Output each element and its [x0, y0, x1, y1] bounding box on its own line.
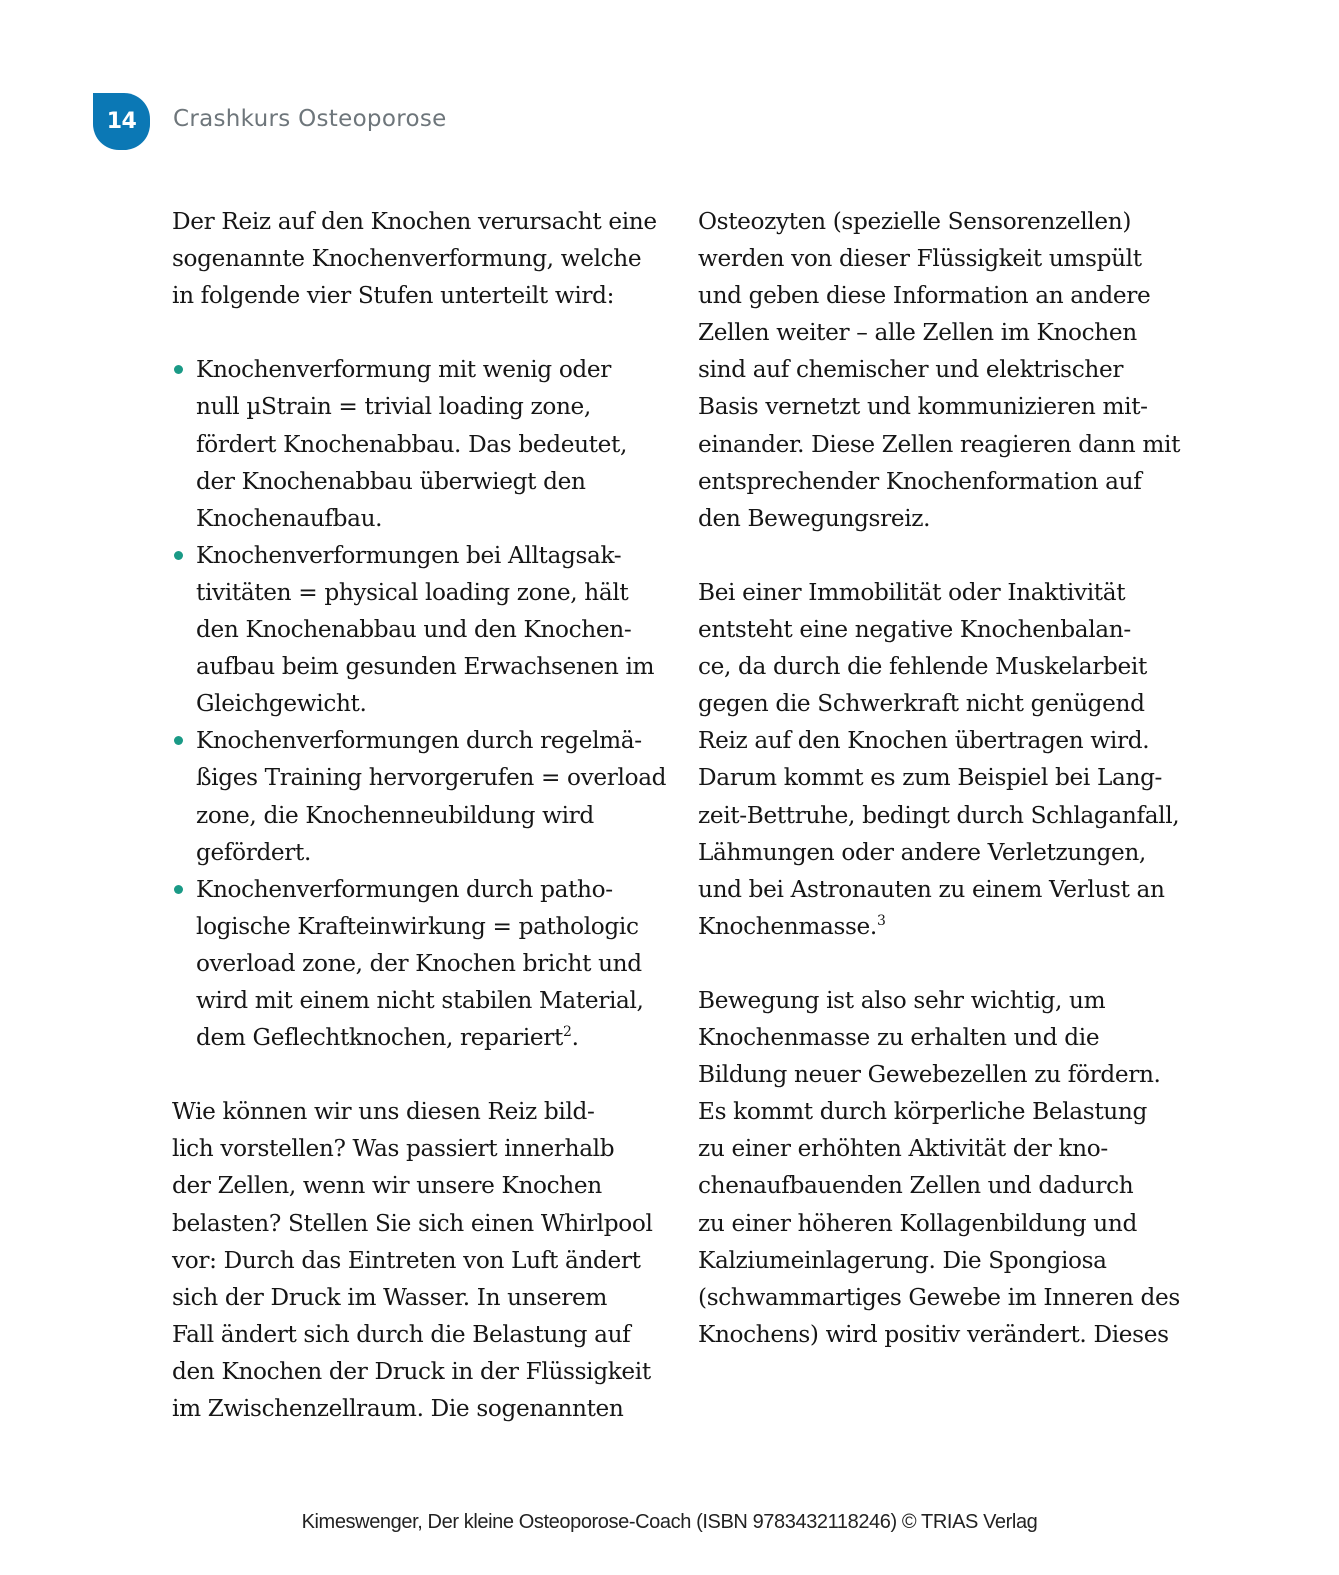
text-line: Lähmungen oder andere Verletzungen,	[698, 838, 1146, 866]
list-item-overload-zone	[172, 722, 667, 870]
text-line: Osteozyten (spezielle Sensorenzellen)	[698, 208, 1132, 235]
text-line: (schwammartiges Gewebe im Inneren des	[698, 1283, 1180, 1311]
text-line: Basis vernetzt und kommunizieren mit-	[698, 393, 1148, 421]
text-line: Knochenverformungen bei Alltagsak-	[196, 541, 622, 569]
list-item-trivial-loading-zone	[172, 351, 652, 536]
text-line: der Knochenabbau überwiegt den	[196, 467, 586, 495]
left-column	[172, 203, 667, 1427]
text-line: ce, da durch die fehlende Muskelarbeit	[698, 653, 1147, 681]
text-line: Knochenverformungen durch patho-	[196, 875, 613, 903]
text-line: sogenannte Knochenverformung, welche	[172, 245, 642, 273]
osteocytes-paragraph	[698, 203, 1181, 537]
text-line: einander. Diese Zellen reagieren dann mit	[698, 430, 1181, 458]
whirlpool-paragraph	[172, 1093, 652, 1427]
text-line: tivitäten = physical loading zone, hält	[196, 578, 629, 606]
text-segment: dem Geflechtknochen, repariert	[196, 1024, 563, 1052]
text-line: Es kommt durch körperliche Belastung	[698, 1098, 1147, 1126]
page-number-badge	[93, 93, 150, 150]
text-line: den Bewegungsreiz.	[698, 504, 931, 532]
text-line: im Zwischenzellraum. Die sogenannten	[172, 1395, 624, 1422]
text-line: und bei Astronauten zu einem Verlust an	[698, 875, 1165, 903]
text-line: zu einer höheren Kollagenbildung und	[698, 1209, 1137, 1237]
bullet-dot-icon	[174, 365, 183, 374]
intro-paragraph	[172, 203, 657, 314]
text-line: zu einer erhöhten Aktivität der kno-	[698, 1135, 1108, 1163]
text-line: gefördert.	[196, 838, 312, 866]
text-line: null µStrain = trivial loading zone,	[196, 393, 591, 421]
text-line: entsteht eine negative Knochenbalan-	[698, 616, 1131, 644]
text-segment: Knochenmasse.	[698, 912, 877, 940]
text-line: chenaufbauenden Zellen und dadurch	[698, 1172, 1134, 1200]
text-line: werden von dieser Flüssigkeit umspült	[698, 245, 1142, 273]
text-line: Reiz auf den Knochen übertragen wird.	[698, 727, 1150, 755]
text-line: belasten? Stellen Sie sich einen Whirlpool	[172, 1209, 653, 1237]
text-line: Zellen weiter – alle Zellen im Knochen	[698, 319, 1137, 347]
right-column	[698, 203, 1181, 1353]
text-line: sich der Druck im Wasser. In unserem	[172, 1283, 608, 1311]
text-line: fördert Knochenabbau. Das bedeutet,	[196, 430, 627, 458]
text-line: Bewegung ist also sehr wichtig, um	[698, 986, 1106, 1014]
text-line: logische Krafteinwirkung = pathologic	[196, 912, 639, 940]
text-line	[196, 1019, 652, 1056]
text-line: Knochenverformung mit wenig oder	[196, 356, 612, 384]
bullet-dot-icon	[174, 551, 183, 560]
text-line	[698, 908, 1178, 945]
list-item-physical-loading-zone	[172, 537, 655, 722]
text-line: sind auf chemischer und elektrischer	[698, 356, 1124, 384]
running-title: Crashkurs Osteoporose	[173, 106, 447, 132]
text-line: Knochenmasse zu erhalten und die	[698, 1024, 1100, 1052]
text-line: Fall ändert sich durch die Belastung auf	[172, 1320, 631, 1348]
text-line: gegen die Schwerkraft nicht genügend	[698, 690, 1145, 718]
text-line: Knochenaufbau.	[196, 504, 383, 532]
text-line: Gleichgewicht.	[196, 690, 367, 718]
text-line: aufbau beim gesunden Erwachsenen im	[196, 653, 655, 681]
text-line: der Zellen, wenn wir unsere Knochen	[172, 1172, 602, 1200]
text-line: Der Reiz auf den Knochen verursacht eine	[172, 208, 657, 235]
text-line: Knochens) wird positiv verändert. Dieses	[698, 1320, 1169, 1348]
loading-zones-list	[172, 351, 667, 1056]
text-line: den Knochen der Druck in der Flüssigkeit	[172, 1357, 651, 1385]
footnote-reference-3[interactable]: 3	[876, 912, 886, 929]
bullet-dot-icon	[174, 736, 183, 745]
text-line: und geben diese Information an andere	[698, 282, 1151, 310]
text-segment: .	[571, 1024, 579, 1052]
text-line: lich vorstellen? Was passiert innerhalb	[172, 1135, 615, 1163]
text-line: Darum kommt es zum Beispiel bei Lang-	[698, 764, 1163, 792]
text-line: zone, die Knochenneubildung wird	[196, 801, 594, 829]
list-item-pathologic-overload-zone	[172, 871, 652, 1056]
text-line: Wie können wir uns diesen Reiz bild-	[172, 1098, 595, 1126]
movement-paragraph	[698, 982, 1178, 1353]
bullet-dot-icon	[174, 885, 183, 894]
text-line: den Knochenabbau und den Knochen-	[196, 616, 632, 644]
copyright-footer: Kimeswenger, Der kleine Osteoporose-Coach (ISBN 9783432118246) © TRIAS Verlag	[301, 1511, 1038, 1533]
text-line: Knochenverformungen durch regelmä-	[196, 727, 642, 755]
page-number: 14	[106, 109, 137, 134]
text-line: zeit-Bettruhe, bedingt durch Schlaganfall,	[698, 801, 1180, 829]
text-line: Bildung neuer Gewebezellen zu fördern.	[698, 1061, 1161, 1089]
text-line: vor: Durch das Eintreten von Luft ändert	[172, 1246, 641, 1274]
text-line: entsprechender Knochenformation auf	[698, 467, 1142, 495]
text-line: wird mit einem nicht stabilen Material,	[196, 986, 644, 1014]
footnote-reference-2[interactable]: 2	[563, 1024, 572, 1041]
immobility-paragraph	[698, 574, 1178, 945]
text-line: Kalziumeinlagerung. Die Spongiosa	[698, 1246, 1107, 1274]
text-line: overload zone, der Knochen bricht und	[196, 949, 642, 977]
text-line: ßiges Training hervorgerufen = overload	[196, 764, 667, 792]
text-line: in folgende vier Stufen unterteilt wird:	[172, 282, 615, 310]
text-line: Bei einer Immobilität oder Inaktivität	[698, 578, 1126, 606]
